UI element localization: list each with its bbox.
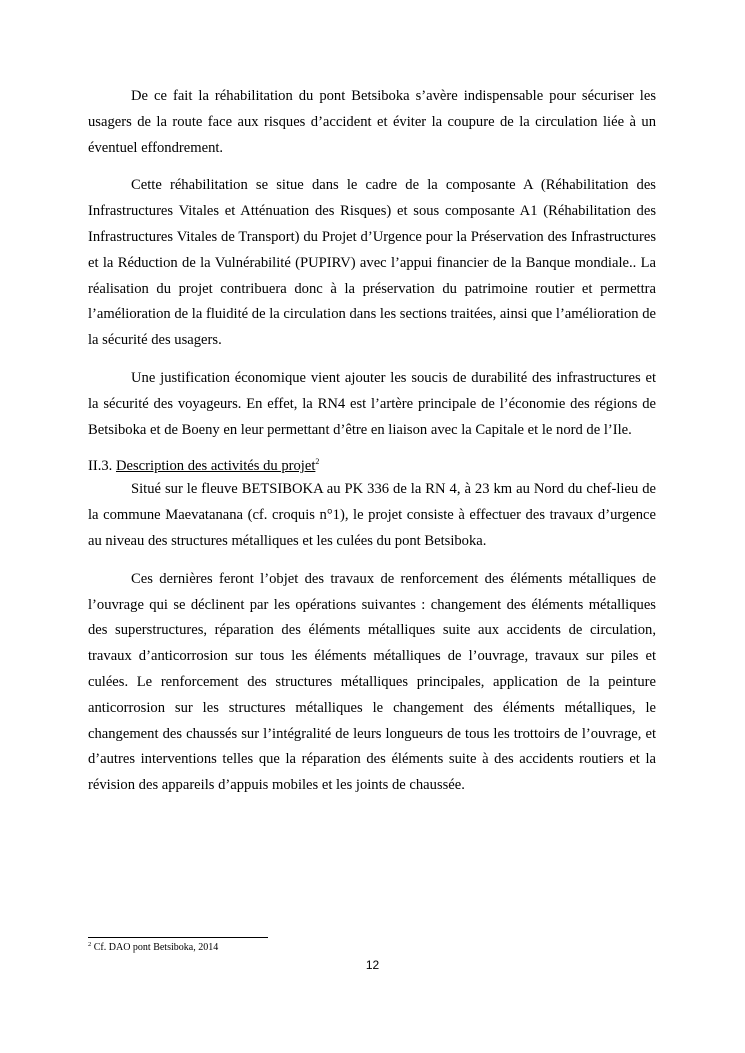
paragraph-rehabilitation-need: De ce fait la réhabilitation du pont Betsiboka s’avère indispensable pour sécuriser les usagers de la route face aux risques d’accident et éviter la coupure de la circulation liée à un éventuel effondrement. <box>88 88 656 156</box>
footnote-text: Cf. DAO pont Betsiboka, 2014 <box>93 942 219 953</box>
page-number: 12 <box>365 958 380 972</box>
section-heading <box>88 455 656 477</box>
footnote-mark: 2 <box>88 941 92 948</box>
footnote <box>88 941 218 955</box>
section-number: II.3. <box>88 458 113 475</box>
paragraph-economic-justification: Une justification économique vient ajouter les soucis de durabilité des infrastructures et la sécurité des voyageurs. En effet, la RN4 est l’artère principale de l’économie des régions de Betsiboka et de Boeny en leur permettant d’être en liaison avec la Capitale et le nord de l’Ile. <box>88 369 656 438</box>
paragraph-project-framework: Cette réhabilitation se situe dans le cadre de la composante A (Réhabilitation des Infrastructures Vitales et Atténuation des Risques) et sous composante A1 (Réhabilitation des Infrastructures Vitales de Transport) du Projet d’Urgence pour la Préservation des Infrastructures et la Réduction de la Vulnérabilité (PUPIRV) avec l’appui financier de la Banque mondiale.. La réalisation du projet contribuera donc à la préservation du patrimoine routier et permettra l’amélioration de la fluidité de la circulation dans les sections traitées, ainsi que l’amélioration de la sécurité des usagers. <box>88 177 656 349</box>
paragraph-project-location: Situé sur le fleuve BETSIBOKA au PK 336 de la RN 4, à 23 km au Nord du chef-lieu de la commune Maevatanana (cf. croquis n°1), le projet consiste à effectuer des travaux d’urgence au niveau des structures métalliques et les culées du pont Betsiboka. <box>88 481 656 549</box>
paragraph-works-description: Ces dernières feront l’objet des travaux de renforcement des éléments métalliques de l’ouvrage qui se déclinent par les opérations suivantes : changement des éléments métalliques des superstructures, réparation des éléments métalliques suite aux accidents de circulation, travaux d’anticorrosion sur tous les éléments métalliques de l’ouvrage, travaux sur piles et culées. Le renforcement des structures métalliques principales, application de la peinture anticorrosion sur les structures métalliques le changement des éléments métalliques, le changement des chaussés sur l’intégralité de leurs longueurs de tous les trottoirs de l’ouvrage, et d’autres interventions telles que la réparation des éléments suite à des accidents routiers et la révision des appareils d’appuis mobiles et les joints de chaussée. <box>88 570 656 794</box>
section-title: Description des activités du projet <box>115 458 316 475</box>
footnote-separator <box>88 937 268 938</box>
body-text <box>88 84 656 811</box>
footnote-reference: 2 <box>315 457 320 467</box>
